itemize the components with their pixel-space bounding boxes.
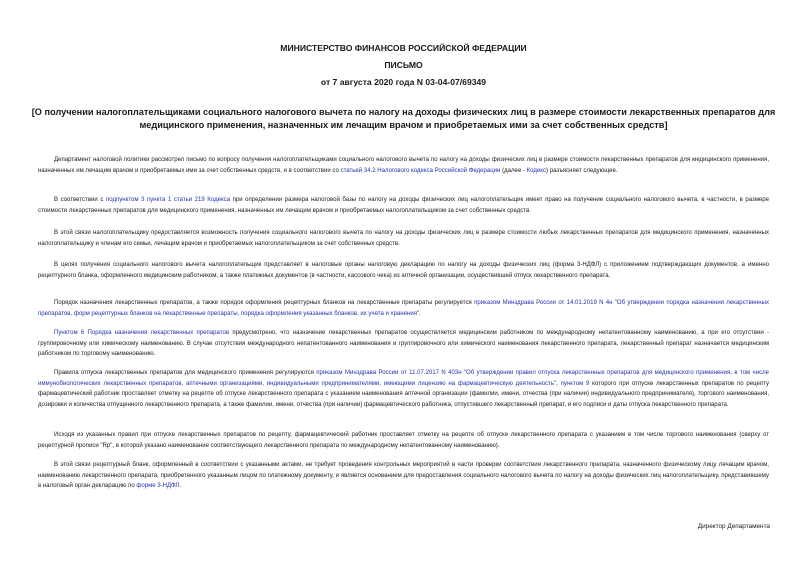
link-point-9[interactable]: пунктом 9 (560, 380, 590, 387)
link-point-6[interactable]: Пунктом 6 Порядка назначения лекарственных препаратов (54, 330, 230, 336)
paragraph-text: предусмотрено, что назначение лекарственных препаратов осуществляется медицинским работником по международному непатентованному наименованию, а при его отсутствии - группировочному или химическому наименованию. В случае отсутствия международного непатентованного наименования и группировочного или химического наименования лекарственного препарата, лекарственный препарат назначается медицинским работником по торговому наименованию. (38, 330, 770, 358)
paragraph-text: при определении размера налоговой базы по налогу на доходы физических лиц налогоплательщик имеет право на получение социального налогового вычета, в частности, в размере стоимости лекарственных препаратов для медицинского применения, назначенных им лечащим врачом и приобретаемых налогоплательщиком за счет собственных средств. (38, 197, 770, 214)
paragraph-2 (38, 195, 769, 216)
document-date-number: от 7 августа 2020 года N 03-04-07/69349 (320, 77, 487, 87)
link-tax-code-article-34-2[interactable]: статьей 34.2 Налогового кодекса Российской Федерации (340, 167, 501, 174)
link-order-403n[interactable]: приказом Минздрава России от 11.07.2017 N 403н "Об утверждении правил отпуска лекарственных препаратов для медицинского применения, в том числе иммунобиологических лекарственных препаратов, аптечными организациями, индивидуальными предпринимателями, имеющими лицензию на фармацевтическую деятельность" (38, 370, 769, 387)
paragraph-9 (38, 460, 769, 492)
paragraph-3 (38, 228, 769, 249)
document-subject: [О получении налогоплательщиками социального налогового вычета по налогу на доходы физических лиц в размере стоимости лекарственных препаратов для медицинского применения, назначенных им лечащим врачом и приобретаемых ими за счет собственных средств] (31, 107, 776, 130)
paragraph-text: ) разъясняет следующее. (546, 167, 618, 174)
link-article-219[interactable]: подпунктом 3 пункта 1 статьи 219 Кодекса (105, 197, 231, 203)
paragraph-text: . (419, 310, 421, 317)
paragraph-1 (38, 155, 769, 176)
paragraph-text: В этой связи рецептурный бланк, оформленный в соответствии с указанными актами, не требует проведения контрольных мероприятий в части проверки соответствия лекарственного препарата, назначенного физическому лицу лечащим врачом, наименованию лекарственного препарата, приобретенного указанным лицом по платежному документу, и является основанием для предоставления социального налогового вычета по налогу на доходы физических лиц налогоплательщику, представившему в налоговый орган декларацию по (38, 462, 769, 490)
ministry-heading: МИНИСТЕРСТВО ФИНАНСОВ РОССИЙСКОЙ ФЕДЕРАЦИИ (280, 43, 527, 53)
paragraph-text: Правила отпуска лекарственных препаратов для медицинского применения регулируются (54, 370, 317, 376)
paragraph-text: В этой связи налогоплательщику предоставляется возможность получения социального налогового вычета по налогу на доходы физических лиц в размере стоимости любых лекарственных препаратов для медицинского применения, назначенных налогоплательщику и членам его семьи, лечащим врачом и приобретаемых налогоплательщиком за счет собственных средств. (38, 230, 769, 247)
paragraph-text: которого при отпуске лекарственных препаратов по рецепту фармацевтический работник проставляет отметку на рецепте об отпуске лекарственного препарата с указанием наименования аптечной организации (фамилии, имени, отчества (при наличии) индивидуального предпринимателя), торгового наименования, дозировки и количества отпущенного лекарственного препарата, а также фамилии, имени, отчества (при наличии) фармацевтического работника, отпустившего лекарственный препарат, и его подписи и даты отпуска лекарственного препарата. (38, 380, 769, 408)
link-form-3-ndfl[interactable]: форме 3-НДФЛ (136, 483, 180, 490)
paragraph-text: Департамент налоговой политики рассмотрел письмо по вопросу получения налогоплательщиками социального налогового вычета по налогу на доходы физических лиц в размере стоимости лекарственных препаратов для медицинского применения, назначенных им лечащим врачом и приобретаемых ими за счет собственных средств, и в соответствии со (38, 157, 769, 174)
paragraph-4 (38, 260, 769, 281)
link-tax-code[interactable]: Кодекс (526, 167, 547, 174)
link-order-4n[interactable]: приказом Минздрава России от 14.01.2019 N 4н "Об утверждении порядка назначения лекарственных препаратов, форм рецептурных бланков на лекарственные препараты, порядка оформления указанных бланков, их учета и хранения" (38, 300, 769, 317)
paragraph-6 (38, 328, 769, 360)
paragraph-7 (38, 368, 769, 410)
paragraph-text: Исходя из указанных правил при отпуске лекарственных препаратов по рецепту, фармацевтический работник проставляет отметку на рецепте об отпуске лекарственного препарата с указанием в том числе торгового наименования (сверху от рецептурной прописи "Rp", в которой указано наименование соответствующего лекарственного препарата по международному непатентованному наименованию). (38, 432, 769, 449)
paragraph-text: , (556, 380, 561, 387)
paragraph-text: В целях получения социального налогового вычета налогоплательщик представляет в налоговые органы налоговую декларацию по налогу на доходы физических лиц (форма 3-НДФЛ) с приложением подтверждающих документов, а именно рецептурного бланка, оформленного медицинским работником, а также платежных документов (в частности, кассового чека) из аптечной организации, осуществившей отпуск лекарственного препарата. (38, 262, 769, 279)
paragraph-text: . (179, 483, 182, 490)
signature-title: Директор Департамента (697, 523, 770, 530)
paragraph-text: Порядок назначения лекарственных препаратов, а также порядок оформления рецептурных бланков на лекарственные препараты регулируется (54, 300, 475, 306)
paragraph-5 (38, 298, 769, 319)
paragraph-text: (далее - (500, 167, 527, 174)
paragraph-8 (38, 430, 769, 451)
document-type: ПИСЬМО (384, 60, 423, 70)
paragraph-text: В соответствии с (54, 197, 106, 203)
